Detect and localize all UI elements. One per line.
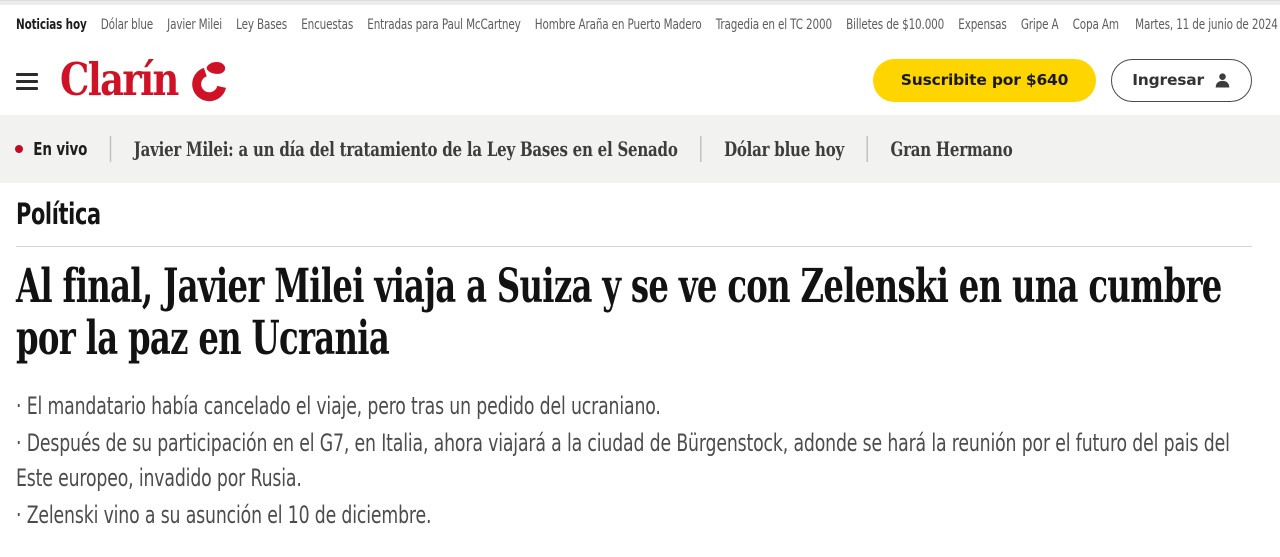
ticker-link-expensas[interactable]: Expensas [958,17,1007,33]
article-headline: Al final, Javier Milei viaja a Suiza y se ve con Zelenski en una cumbre por la paz en Ucrania [16,259,1222,366]
ticker-link-ley-bases[interactable]: Ley Bases [236,17,288,33]
bullet-marker: · [16,392,22,420]
bullet-marker: · [16,501,22,529]
ticker-link-copa-america[interactable]: Copa Am [1072,17,1119,33]
ticker-link-tc-2000[interactable]: Tragedia en el TC 2000 [715,17,832,33]
menu-button[interactable] [16,69,40,94]
article-main [0,197,1280,533]
ticker-link-billetes[interactable]: Billetes de $10.000 [846,17,945,33]
summary-item [16,498,1252,533]
summary-text: El mandatario había cancelado el viaje, pero tras un pedido del ucraniano. [26,392,661,420]
bullet-marker: · [16,429,22,457]
news-ticker [0,5,1280,45]
ticker-link-hombre-arana[interactable]: Hombre Araña en Puerto Madero [534,17,702,33]
summary-text: Después de su participación en el G7, en Italia, ahora viajará a la ciudad de Bürgenstock, adonde se hará la reunión por el futuro del pais del Este europeo, invadido por Rusia. [16,429,1230,492]
live-link-gran-hermano[interactable]: Gran Hermano [890,137,1013,161]
divider [700,136,702,162]
summary-text: Zelenski vino a su asunción el 10 de diciembre. [26,501,432,529]
ticker-label: Noticias hoy [16,17,87,33]
site-header [0,45,1280,115]
ticker-items [16,17,1119,33]
ticker-link-gripe-a[interactable]: Gripe A [1020,17,1059,33]
login-button-label: Ingresar [1132,71,1204,89]
hamburger-icon [16,87,38,90]
section-title-politica[interactable]: Política [16,197,101,231]
live-ring-icon [15,145,23,153]
ticker-link-javier-milei[interactable]: Javier Milei [167,17,222,33]
summary-item [16,389,1252,424]
person-icon [1214,72,1231,89]
hamburger-icon [16,73,38,76]
article-summary-list [16,389,1252,533]
header-actions [873,59,1252,102]
live-link-ley-bases[interactable]: Javier Milei: a un día del tratamiento de la Ley Bases en el Senado [133,137,678,161]
login-button[interactable] [1111,59,1252,102]
live-link-dolar-blue-hoy[interactable]: Dólar blue hoy [724,137,844,161]
divider [110,136,112,162]
ticker-link-dolar-blue[interactable]: Dólar blue [100,17,154,33]
clarin-bugle-icon [190,60,228,100]
live-label: En vivo [33,138,88,160]
clarin-logo[interactable] [60,53,228,106]
current-date: Martes, 11 de junio de 2024 [1135,17,1278,33]
clarin-logo-text: Clarín [60,53,178,106]
hamburger-icon [16,80,38,83]
ticker-link-encuestas[interactable]: Encuestas [301,17,354,33]
ticker-link-mccartney[interactable]: Entradas para Paul McCartney [367,17,521,33]
live-bar [0,115,1280,183]
summary-item [16,426,1252,496]
section-divider [16,246,1252,247]
subscribe-button[interactable]: Suscribite por $640 [873,59,1096,102]
divider [867,136,869,162]
